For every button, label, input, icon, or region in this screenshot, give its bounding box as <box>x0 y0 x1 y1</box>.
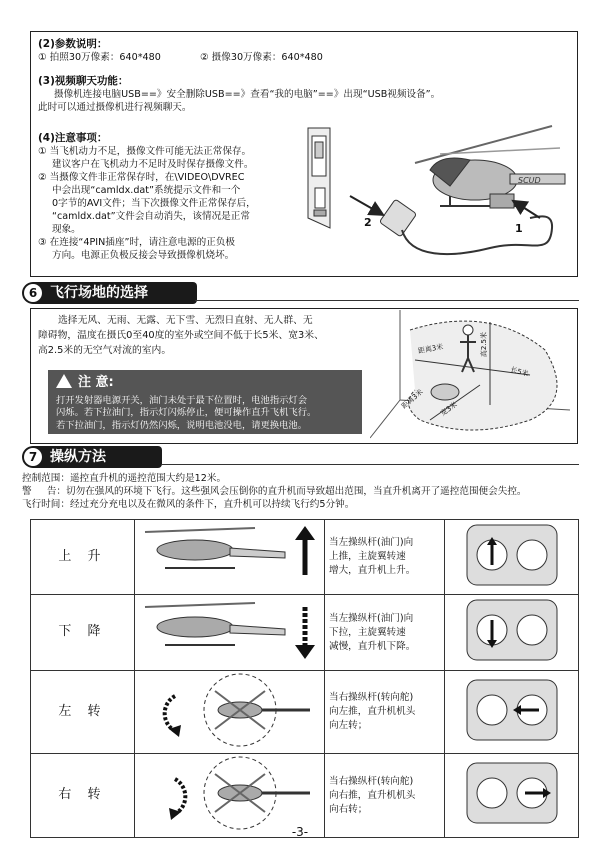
controller-left <box>445 670 579 753</box>
control-range: 控制范围：遥控直升机的遥控范围大约是12米。 <box>22 473 227 484</box>
controller-up <box>445 520 579 595</box>
note-3b: 方向。电源正负极反接会导致摄像机烧坏。 <box>52 250 235 261</box>
section-7-header <box>22 446 162 468</box>
row-desc-down: 当左操纵杆(油门)向 下拉，主旋翼转速 减慢，直升机下降。 <box>325 595 445 670</box>
section-7-rule <box>162 464 579 465</box>
chat-line2: 此时可以通过摄像机进行视频聊天。 <box>38 102 192 113</box>
callout-1: 1 <box>515 222 523 235</box>
dim-dist-2: 距离3米 <box>400 387 425 411</box>
section-6-title: 飞行场地的选择 <box>50 285 148 301</box>
warning-box <box>48 370 362 434</box>
params-video: ② 摄像30万像素：640*480 <box>200 52 323 63</box>
room-diagram <box>370 310 576 442</box>
note-2b: 中会出现“camldx.dat”系统提示文件和一个 <box>52 185 241 196</box>
dim-height: 高2.5米 <box>480 331 489 358</box>
section-6-rule <box>195 300 579 301</box>
warning-line1: 打开发射器电源开关，油门未处于最下位置时，电池指示灯会 <box>56 394 308 406</box>
page-number: -3- <box>291 825 309 839</box>
camera-usb-illustration <box>290 108 575 273</box>
dim-dist-1: 距离3米 <box>417 342 444 356</box>
row-desc-up: 当左操纵杆(油门)向 上推，主旋翼转速 增大，直升机上升。 <box>325 520 445 595</box>
dim-length: 长5米 <box>509 365 530 379</box>
row-desc-right: 当右操纵杆(转向舵) 向右推，直升机机头 向右转； <box>325 754 445 837</box>
brand-label: SCUD <box>518 176 541 185</box>
chat-line1: 摄像机连接电脑USB==》安全删除USB==》查看“我的电脑”==》出现“USB视频设备”。 <box>54 89 441 100</box>
note-1b: 建议客户在飞机动力不足时及时保存摄像文件。 <box>52 159 254 170</box>
params-photo: ① 拍照30万像素：640*480 <box>38 52 161 63</box>
note-2a: ② 当摄像文件非正常保存时，在\VIDEO\DVREC <box>38 172 245 183</box>
controls-table <box>30 519 579 838</box>
callout-2: 2 <box>364 216 372 229</box>
row-label-up: 上 升 <box>31 520 135 595</box>
note-2c: 0字节的AVI文件；当下次摄像文件正常保存后， <box>52 198 256 209</box>
flight-time: 飞行时间：经过充分充电以及在微风的条件下，直升机可以持续飞行约5分钟。 <box>22 499 355 510</box>
site-p2: 障碍物，温度在摄氏0至40度的室外或空间不低于长5米、宽3米、 <box>38 330 324 341</box>
section-6-header <box>22 282 197 304</box>
controller-down <box>445 595 579 670</box>
table-row <box>31 595 579 670</box>
note-2d: “camldx.dat”文件会自动消失，该情况是正常 <box>52 211 250 222</box>
row-desc-left: 当右操纵杆(转向舵) 向左推，直升机机头 向左转； <box>325 670 445 753</box>
warning-icon <box>56 374 72 388</box>
table-row <box>31 520 579 595</box>
warning-line3: 若下拉油门，指示灯仍然闪烁，说明电池没电，请更换电池。 <box>56 419 308 431</box>
control-warning: 警 告：切勿在强风的环境下飞行。这些强风会压倒你的直升机而导致超出范围，当直升机离开了遥控范围便会失控。 <box>22 486 527 497</box>
section-7-number: 7 <box>24 448 42 466</box>
table-row <box>31 670 579 753</box>
section-7-title: 操纵方法 <box>50 449 106 465</box>
note-1a: ① 当飞机动力不足，摄像文件可能无法正常保存。 <box>38 146 252 157</box>
section-6-number: 6 <box>24 284 42 302</box>
site-p3: 高2.5米的无空气对流的室内。 <box>38 345 172 356</box>
dim-width: 宽3米 <box>439 400 459 418</box>
params-title: (2)参数说明： <box>38 38 108 50</box>
notes-title: (4)注意事项： <box>38 132 108 144</box>
row-label-right: 右 转 <box>31 754 135 837</box>
note-2e: 现象。 <box>52 224 81 235</box>
note-3a: ③ 在连接“4PIN插座”时，请注意电源的正负极 <box>38 237 235 248</box>
heli-illustration-up <box>135 520 325 595</box>
site-p1: 选择无风、无雨、无露、无下雪、无烈日直射、无人群、无 <box>58 315 313 326</box>
row-label-left: 左 转 <box>31 670 135 753</box>
heli-illustration-down <box>135 595 325 670</box>
warning-title: 注 意: <box>78 375 114 390</box>
heli-illustration-left <box>135 670 325 753</box>
warning-line2: 闪烁。若下拉油门，指示灯闪烁停止，便可操作直升飞机飞行。 <box>56 407 317 419</box>
row-label-down: 下 降 <box>31 595 135 670</box>
chat-title: (3)视频聊天功能： <box>38 75 129 87</box>
